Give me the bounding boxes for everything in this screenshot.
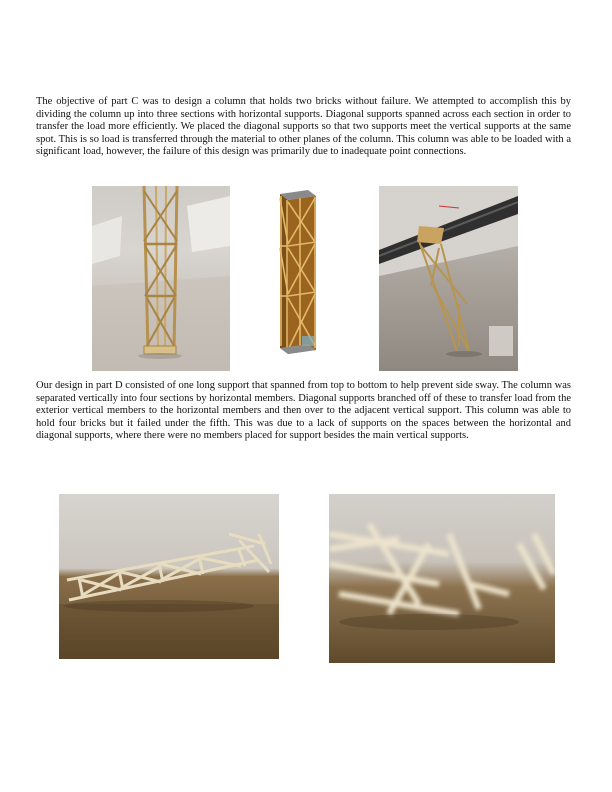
photo-part-d-failed-column — [59, 494, 279, 659]
paragraph-part-d: Our design in part D consisted of one long support that spanned from top to bottom to help prevent side sway. The column was separated vertically into four sections by horizontal members. Diagonal supports branched off of these to transfer load from the exterior vertical members to the horizontal members and then over to the adjacent vertical support. This column was able to hold four bricks but it failed under the fifth. This was due to a lack of supports on the spaces between the horizontal and diagonal supports, where there were no members placed for support besides the main vertical supports. — [36, 380, 571, 442]
paragraph-part-c: The objective of part C was to design a column that holds two bricks without failure. We attempted to accomplish this by dividing the column up into three sections with horizontal supports. Diagonal supports spanned across each section in order to transfer the load more efficiently. We placed the diagonal supports so that two supports meet the vertical supports at the same spot. This is so load is transferred through the material to other planes of the column. This column was able to be loaded with a significant load, however, the failure of this design was primarily due to inadequate point connections. — [36, 96, 571, 158]
photo-part-c-column-on-table — [379, 186, 518, 371]
render-part-c-column-model — [272, 186, 320, 358]
photo-part-d-failure-closeup — [329, 494, 555, 663]
photo-part-c-column-closeup — [92, 186, 230, 371]
